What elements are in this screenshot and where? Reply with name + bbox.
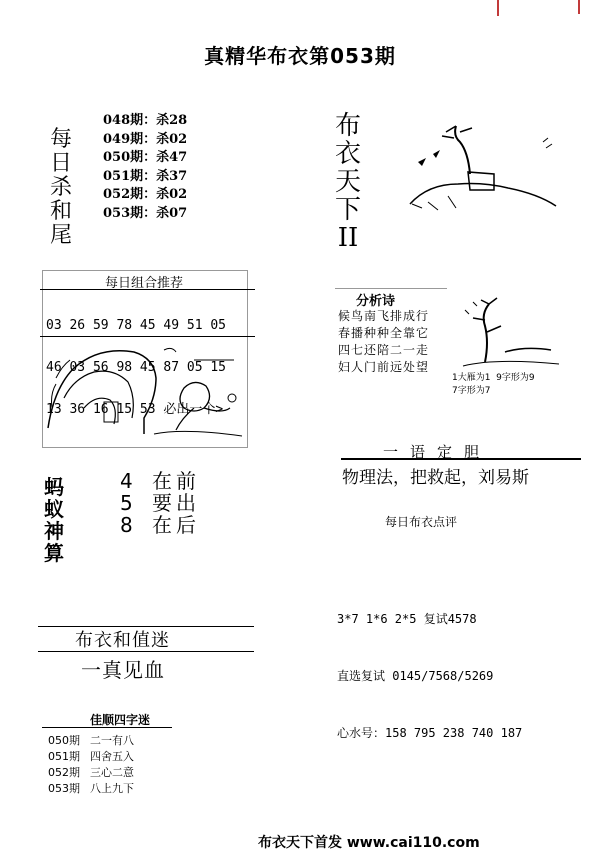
poem-line: 春播种种全靠它 bbox=[338, 326, 430, 340]
page-title: 真精华布衣第053期 bbox=[204, 44, 396, 68]
ant-num: 5 bbox=[120, 491, 133, 515]
four-char-text: 三心二意 bbox=[90, 766, 134, 779]
ant-char: 神 bbox=[44, 519, 64, 543]
combo-row: 13 36 16 15 53 必出一个> bbox=[46, 402, 224, 417]
four-char-title: 佳顺四字迷 bbox=[90, 713, 151, 727]
four-char-item bbox=[48, 781, 134, 797]
kill-item: 049期：杀02 bbox=[103, 131, 188, 147]
oneword-phrase: 物理法，把救起，刘易斯 bbox=[342, 468, 529, 488]
ant-num: 4 bbox=[120, 469, 133, 493]
analysis-title: 分析诗 bbox=[356, 294, 396, 309]
four-char-item bbox=[48, 765, 134, 781]
kill-item: 052期：杀02 bbox=[103, 187, 188, 202]
ant-row bbox=[120, 514, 200, 536]
kill-item: 050期：杀47 bbox=[103, 150, 188, 165]
four-char-divider bbox=[42, 727, 172, 728]
four-char-period: 050期 bbox=[48, 734, 80, 747]
oneword-label: 一语定胆 bbox=[383, 443, 492, 461]
top-red-mark bbox=[497, 0, 499, 16]
comment-line: 心水号：158 795 238 740 187 bbox=[337, 726, 523, 740]
budyi-char: 天 bbox=[334, 167, 361, 197]
kill-item: 051期：杀37 bbox=[103, 168, 188, 184]
cloth-subtitle: 一真见血 bbox=[81, 658, 165, 682]
budyi-tianxia-label bbox=[333, 112, 363, 252]
combo-row: 03 26 59 78 45 49 51 05 bbox=[46, 318, 227, 333]
footer-text: 布衣天下首发 www.cai110.com bbox=[258, 835, 480, 851]
ant-label bbox=[44, 476, 68, 564]
cave-figure-sketch bbox=[44, 338, 244, 444]
four-char-text: 四舍五入 bbox=[90, 750, 134, 763]
ant-char: 算 bbox=[44, 541, 64, 565]
ant-num: 8 bbox=[120, 513, 133, 537]
kill-item: 053期：杀07 bbox=[103, 205, 188, 221]
fig-note-line: 1大雁为1 9字形为9 bbox=[452, 373, 535, 383]
daily-kill-char: 尾 bbox=[49, 223, 72, 248]
four-char-item bbox=[48, 733, 134, 749]
budyi-char: II bbox=[337, 223, 359, 253]
four-char-item bbox=[48, 749, 134, 765]
budyi-char: 布 bbox=[334, 111, 361, 141]
bird-sketch bbox=[455, 292, 565, 372]
ant-char: 蚁 bbox=[44, 497, 64, 521]
four-char-period: 052期 bbox=[48, 766, 80, 779]
ant-text: 在后 bbox=[152, 513, 200, 537]
combo-row: 46 03 56 98 45 87 05 15 bbox=[46, 360, 227, 375]
four-char-list bbox=[48, 733, 134, 797]
ant-rows bbox=[120, 470, 200, 536]
ant-text: 要出 bbox=[152, 491, 200, 515]
fig-note-line: 7字形为7 bbox=[452, 386, 491, 396]
combo-divider bbox=[40, 336, 255, 337]
ant-row bbox=[120, 492, 200, 514]
four-char-text: 八上九下 bbox=[90, 782, 134, 795]
cloth-divider bbox=[38, 651, 254, 652]
comment-line: 直选复试 0145/7568/5269 bbox=[337, 669, 494, 683]
budyi-char: 下 bbox=[334, 195, 361, 225]
poem-line: 妇人门前远处望 bbox=[338, 360, 430, 374]
analysis-poem bbox=[338, 308, 429, 376]
kill-item: 048期：杀28 bbox=[103, 113, 188, 128]
comment-line: 3*7 1*6 2*5 复试4578 bbox=[337, 612, 477, 626]
daily-kill-char: 日 bbox=[49, 151, 72, 176]
daily-kill-char: 和 bbox=[49, 199, 72, 224]
combo-divider bbox=[40, 289, 255, 290]
daily-kill-char: 杀 bbox=[49, 175, 72, 200]
comment-lines bbox=[337, 572, 522, 762]
four-char-text: 二一有八 bbox=[90, 734, 134, 747]
daily-kill-char: 每 bbox=[49, 127, 72, 152]
landscape-sketch bbox=[398, 112, 558, 212]
ant-row bbox=[120, 470, 200, 492]
four-char-period: 051期 bbox=[48, 750, 80, 763]
four-char-period: 053期 bbox=[48, 782, 80, 795]
ant-char: 蚂 bbox=[44, 475, 64, 499]
analysis-figure-notes bbox=[452, 372, 535, 398]
poem-line: 四七还陪二一走 bbox=[338, 343, 430, 357]
daily-kill-label bbox=[48, 128, 74, 248]
daily-kill-list bbox=[103, 112, 187, 223]
comment-title: 每日布衣点评 bbox=[385, 515, 458, 529]
budyi-char: 衣 bbox=[334, 139, 361, 169]
top-red-mark bbox=[578, 0, 580, 14]
cloth-title: 布衣和值迷 bbox=[75, 630, 170, 651]
poem-line: 候鸟南飞排成行 bbox=[338, 309, 430, 323]
oneword-divider bbox=[341, 458, 581, 460]
ant-text: 在前 bbox=[152, 469, 200, 493]
combo-title: 每日组合推荐 bbox=[104, 276, 183, 291]
